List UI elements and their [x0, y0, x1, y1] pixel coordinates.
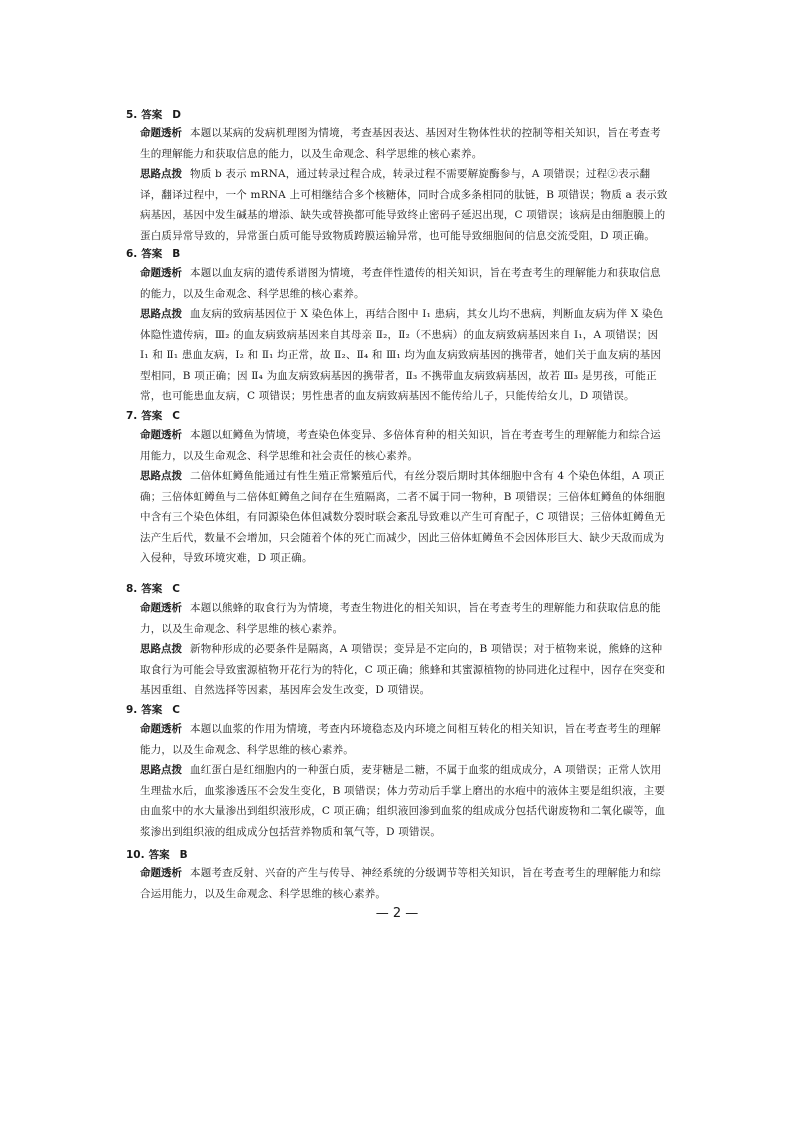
hint-section	[140, 760, 668, 842]
answer-label: 答案	[141, 109, 163, 121]
hint-text: 新物种形成的必要条件是隔离，A 项错误；变异是不定向的，B 项错误；对于植物来说，熊蜂的这种取食行为可能会导致蜜源植物开花行为的特化，C 项正确；熊蜂和其蜜源植物的协同进化过程中，因存在突变和基因重组、自然选择等因素，基因库会发生改变，D 项错误。	[140, 643, 666, 697]
hint-section	[140, 639, 668, 701]
analysis-section	[140, 425, 668, 466]
analysis-tag: 命题透析	[140, 429, 182, 441]
analysis-text: 本题以血友病的遗传系谱图为情境，考查伴性遗传的相关知识，旨在考查考生的理解能力和获取信息的能力，以及生命观念、科学思维的核心素养。	[140, 267, 661, 300]
analysis-section	[140, 863, 668, 904]
answer-value: C	[172, 583, 181, 595]
hint-section	[140, 164, 668, 246]
answer-label: 答案	[148, 849, 170, 861]
analysis-text: 本题考查反射、兴奋的产生与传导、神经系统的分级调节等相关知识，旨在考查考生的理解能力和综合运用能力，以及生命观念、科学思维的核心素养。	[140, 867, 661, 900]
analysis-text: 本题以熊蜂的取食行为为情境，考查生物进化的相关知识，旨在考查考生的理解能力和获取信息的能力，以及生命观念、科学思维的核心素养。	[140, 602, 661, 635]
analysis-text: 本题以某病的发病机理图为情境，考查基因表达、基因对生物体性状的控制等相关知识，旨在考查考生的理解能力和获取信息的能力，以及生命观念、科学思维的核心素养。	[140, 127, 661, 160]
question-number: 5.	[126, 109, 138, 121]
question-number: 10.	[126, 849, 145, 861]
analysis-tag: 命题透析	[140, 267, 182, 279]
hint-tag: 思路点拨	[140, 470, 182, 482]
hint-text: 二倍体虹鳟鱼能通过有性生殖正常繁殖后代，有丝分裂后期时其体细胞中含有 4 个染色体组，A 项正确；三倍体虹鳟鱼与二倍体虹鳟鱼之间存在生殖隔离，二者不属于同一物种，B 项错误；三倍体虹鳟鱼的体细胞中含有三个染色体组，有同源染色体但减数分裂时联会紊乱导致难以产生可育配子，C 项错误；三倍体虹鳟鱼无法产生后代，数量不会增加，只会随着个体的死亡而减少，因此三倍体虹鳟鱼不会因体形巨大、缺少天敌而成为入侵种，导致环境灾难，D 项正确。	[140, 470, 666, 565]
answer-line	[126, 408, 180, 423]
hint-text: 物质 b 表示 mRNA，通过转录过程合成，转录过程不需要解旋酶参与，A 项错误；过程②表示翻译，翻译过程中，一个 mRNA 上可相继结合多个核糖体，同时合成多条相同的肽链，B 项错误；物质 a 表示致病基因，基因中发生碱基的增添、缺失或替换都可能导致终止密码子延迟出现，C 项错误；该病是由细胞膜上的蛋白质异常导致的，异常蛋白质可能导致物质跨膜运输异常，也可能导致细胞间的信息交流受阻，D 项正确。	[140, 168, 668, 242]
question-number: 8.	[126, 583, 138, 595]
answer-value: D	[172, 109, 182, 121]
analysis-section	[140, 598, 668, 639]
analysis-tag: 命题透析	[140, 723, 182, 735]
hint-tag: 思路点拨	[140, 643, 182, 655]
hint-text: 血红蛋白是红细胞内的一种蛋白质，麦芽糖是二糖，不属于血浆的组成成分，A 项错误；正常人饮用生理盐水后，血浆渗透压不会发生变化，B 项错误；体力劳动后手掌上磨出的水疱中的液体主要是组织液，主要由血浆中的水大量渗出到组织液形成，C 项正确；组织液回渗到血浆的组成成分包括代谢废物和二氧化碳等，血浆渗出到组织液的组成成分包括营养物质和氧气等，D 项错误。	[140, 764, 666, 838]
analysis-section	[140, 719, 668, 760]
answer-label: 答案	[141, 704, 163, 716]
hint-section	[140, 304, 668, 407]
page-number: — 2 —	[375, 906, 419, 921]
answer-line	[126, 581, 180, 596]
analysis-tag: 命题透析	[140, 127, 182, 139]
hint-text: 血友病的致病基因位于 X 染色体上，再结合图中 Ⅰ₁ 患病，其女儿均不患病，判断血友病为伴 X 染色体隐性遗传病，Ⅲ₂ 的血友病致病基因来自其母亲 Ⅱ₂，Ⅱ₂（不患病）的血友病致病基因来自 Ⅰ₁，A 项错误；因 Ⅰ₁ 和 Ⅱ₁ 患血友病，Ⅰ₂ 和 Ⅱ₁ 均正常，故 Ⅱ₂、Ⅱ₄ 和 Ⅲ₁ 均为血友病致病基因的携带者，她们关于血友病的基因型相同，B 项正确；因 Ⅱ₄ 为血友病致病基因的携带者，Ⅱ₃ 不携带血友病致病基因，故若 Ⅲ₃ 是男孩，可能正常，也可能患血友病，C 项错误；男性患者的血友病致病基因不能传给儿子，只能传给女儿，D 项错误。	[140, 308, 664, 403]
analysis-tag: 命题透析	[140, 602, 182, 614]
hint-tag: 思路点拨	[140, 168, 182, 180]
answer-line	[126, 107, 181, 122]
analysis-section	[140, 123, 668, 164]
answer-value: B	[179, 849, 188, 861]
hint-tag: 思路点拨	[140, 308, 182, 320]
answer-label: 答案	[141, 410, 163, 422]
hint-section	[140, 466, 668, 569]
question-number: 7.	[126, 410, 138, 422]
answer-line	[126, 702, 180, 717]
answer-label: 答案	[141, 248, 163, 260]
answer-label: 答案	[141, 583, 163, 595]
question-number: 6.	[126, 248, 138, 260]
hint-tag: 思路点拨	[140, 764, 182, 776]
answer-value: C	[172, 704, 181, 716]
answer-value: C	[172, 410, 181, 422]
analysis-text: 本题以血浆的作用为情境，考查内环境稳态及内环境之间相互转化的相关知识，旨在考查考生的理解能力，以及生命观念、科学思维的核心素养。	[140, 723, 661, 756]
analysis-text: 本题以虹鳟鱼为情境，考查染色体变异、多倍体育种的相关知识，旨在考查考生的理解能力和综合运用能力，以及生命观念、科学思维和社会责任的核心素养。	[140, 429, 661, 462]
answer-line	[126, 246, 180, 261]
analysis-section	[140, 263, 668, 304]
answer-line	[126, 847, 188, 862]
question-number: 9.	[126, 704, 138, 716]
analysis-tag: 命题透析	[140, 867, 182, 879]
answer-value: B	[172, 248, 181, 260]
